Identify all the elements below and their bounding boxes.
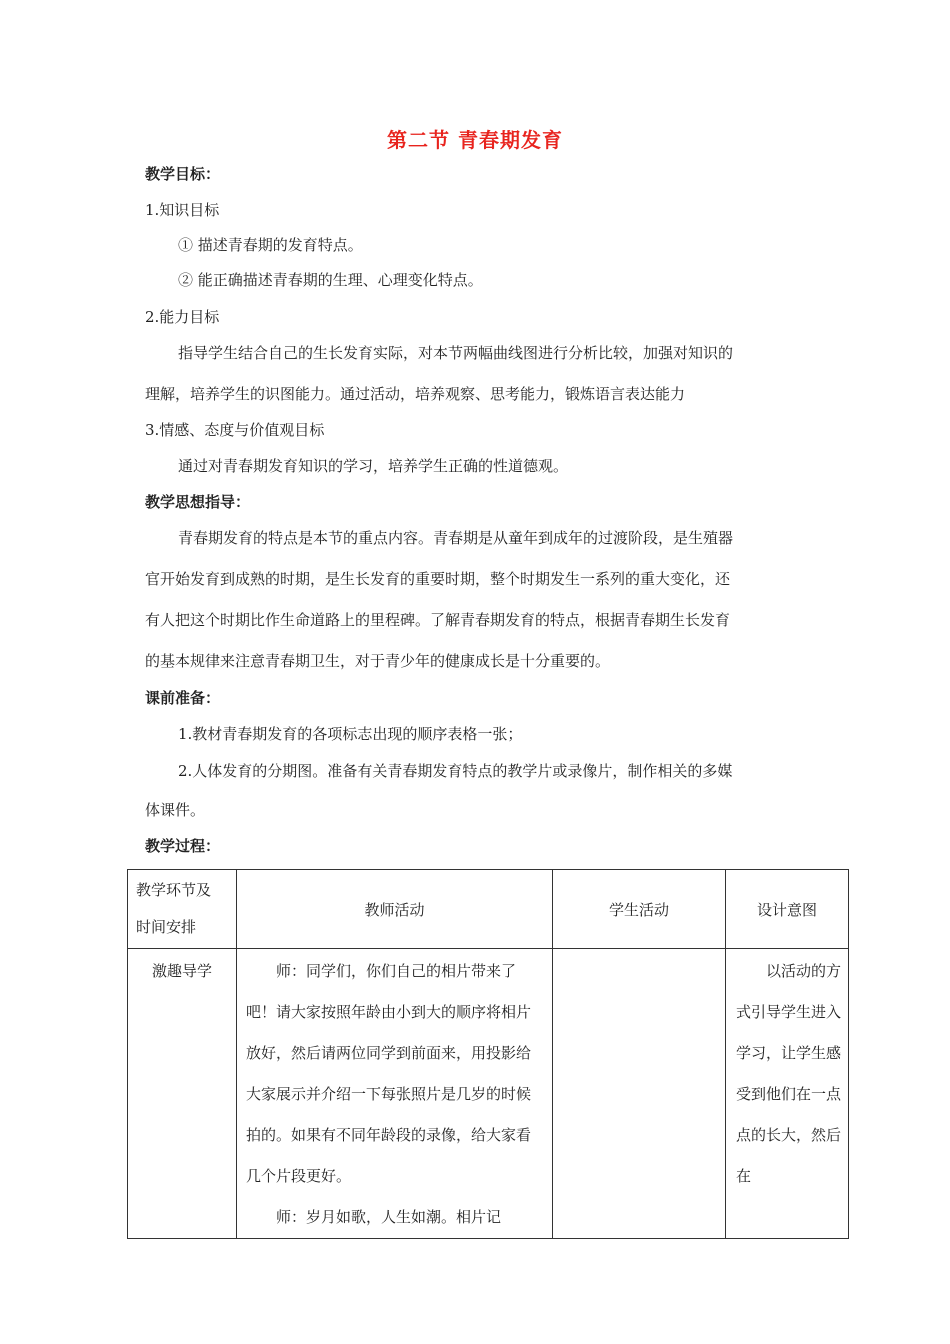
ability-text-line: 理解，培养学生的识图能力。通过活动，培养观察、思考能力，锻炼语言表达能力: [145, 385, 686, 403]
stage-cell: 激趣导学: [128, 949, 237, 1239]
emotion-text: 通过对青春期发育知识的学习，培养学生正确的性道德观。: [178, 457, 569, 475]
preparation-line: 2.人体发育的分期图。准备有关青春期发育特点的教学片或录像片，制作相关的多媒: [178, 762, 733, 780]
table-header-row: [128, 870, 849, 949]
page-title: 第二节 青春期发育: [387, 128, 563, 152]
design-intent-cell: 以活动的方式引导学生进入学习，让学生感受到他们在一点点的长大，然后在: [726, 949, 849, 1239]
teacher-activity-paragraph: 师：岁月如歌，人生如潮。相片记: [246, 1208, 502, 1226]
header-student: 学生活动: [553, 870, 726, 949]
guidance-text-line: 官开始发育到成熟的时期，是生长发育的重要时期，整个时期发生一系列的重大变化，还: [145, 570, 731, 588]
header-stage-line2: 时间安排: [136, 918, 197, 936]
ability-goal-label: 2.能力目标: [145, 308, 220, 326]
header-teacher: 教师活动: [237, 870, 553, 949]
table-row: [128, 949, 849, 1239]
objectives-heading: 教学目标：: [145, 165, 221, 183]
preparation-line: 1.教材青春期发育的各项标志出现的顺序表格一张；: [178, 725, 523, 743]
knowledge-item: ② 能正确描述青春期的生理、心理变化特点。: [178, 271, 483, 289]
knowledge-item: ① 描述青春期的发育特点。: [178, 236, 363, 254]
guidance-text-line: 青春期发育的特点是本节的重点内容。青春期是从童年到成年的过渡阶段，是生殖器: [178, 529, 734, 547]
emotion-goal-label: 3.情感、态度与价值观目标: [145, 421, 325, 439]
header-design: 设计意图: [726, 870, 849, 949]
guidance-heading: 教学思想指导：: [145, 493, 251, 511]
preparation-heading: 课前准备：: [145, 689, 221, 707]
ability-text-line: 指导学生结合自己的生长发育实际，对本节两幅曲线图进行分析比较，加强对知识的: [178, 344, 734, 362]
guidance-text-line: 有人把这个时期比作生命道路上的里程碑。了解青春期发育的特点，根据青春期生长发育: [145, 611, 731, 629]
teacher-activity-cell: [237, 949, 553, 1239]
header-stage: [128, 870, 237, 949]
guidance-text-line: 的基本规律来注意青春期卫生，对于青少年的健康成长是十分重要的。: [145, 652, 611, 670]
knowledge-goal-label: 1.知识目标: [145, 201, 220, 219]
teaching-process-table: [127, 869, 849, 1239]
process-heading: 教学过程：: [145, 837, 221, 855]
preparation-line: 体课件。: [145, 801, 206, 819]
teacher-activity-paragraph: 师：同学们，你们自己的相片带来了吧！请大家按照年龄由小到大的顺序将相片放好，然后请两位同学到前面来，用投影给大家展示并介绍一下每张照片是几岁的时候拍的。如果有不同年龄段的录像，给大家看几个片段更好。: [246, 962, 532, 1185]
student-activity-cell: [553, 949, 726, 1239]
header-stage-line1: 教学环节及: [136, 881, 212, 899]
